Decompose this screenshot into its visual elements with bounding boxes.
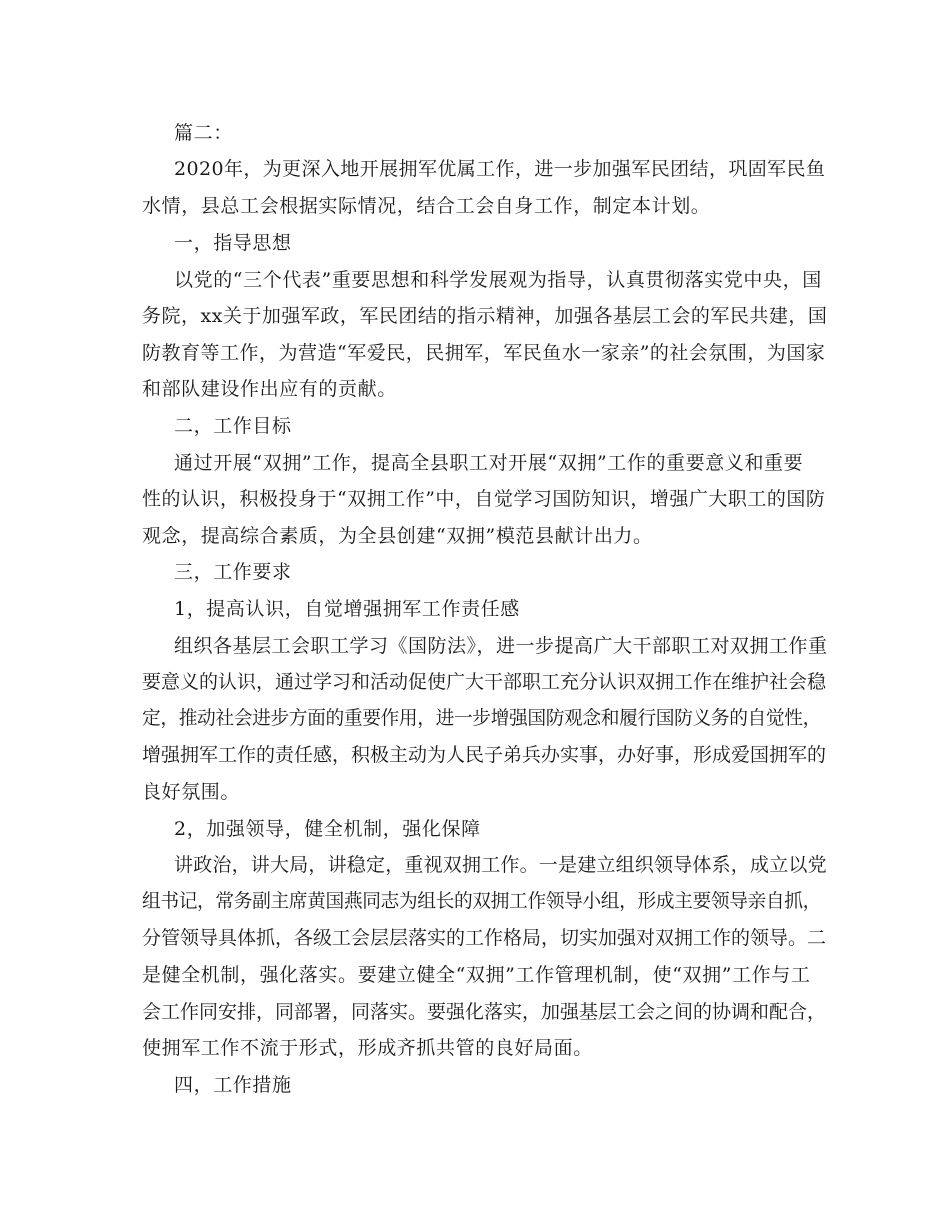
paragraph-line: 通过开展“双拥”工作，提高全县职工对开展“双拥”工作的重要意义和重要 — [174, 452, 804, 474]
paragraph-line: 会工作同安排，同部署，同落实。要强化落实，加强基层工会之间的协调和配合， — [142, 1001, 827, 1023]
section-heading-work-measures: 四，工作措施 — [174, 1074, 292, 1096]
paragraph-line: 使拥军工作不流于形式，形成齐抓共管的良好局面。 — [142, 1037, 593, 1059]
paragraph-line: 增强拥军工作的责任感，积极主动为人民子弟兵办实事，办好事，形成爱国拥军的 — [142, 744, 827, 766]
section-heading-guiding-thought: 一，指导思想 — [174, 232, 292, 254]
paragraph-line: 良好氛围。 — [142, 781, 241, 803]
paragraph-line: 2020年，为更深入地开展拥军优属工作，进一步加强军民团结，巩固军民鱼 — [174, 158, 826, 180]
paragraph-line: 性的认识，积极投身于“双拥工作”中，自觉学习国防知识，增强广大职工的国防 — [142, 488, 826, 510]
section-heading-part-two: 篇二： — [174, 122, 233, 144]
paragraph-line: 是健全机制，强化落实。要建立健全“双拥”工作管理机制，使“双拥”工作与工 — [142, 964, 811, 986]
paragraph-line: 水情，县总工会根据实际情况，结合工会自身工作，制定本计划。 — [142, 195, 711, 217]
section-heading-work-goals: 二，工作目标 — [174, 415, 292, 437]
section-heading-work-requirements: 三，工作要求 — [174, 561, 292, 583]
subsection-heading: 2，加强领导，健全机制，强化保障 — [174, 818, 481, 840]
paragraph-line: 组书记，常务副主席黄国燕同志为组长的双拥工作领导小组，形成主要领导亲自抓， — [142, 891, 821, 912]
paragraph-line: 组织各基层工会职工学习《国防法》，进一步提高广大干部职工对双拥工作重 — [174, 635, 828, 657]
paragraph-line: 讲政治，讲大局，讲稳定，重视双拥工作。一是建立组织领导体系，成立以党 — [174, 854, 827, 876]
paragraph-line: 观念，提高综合素质，为全县创建“双拥”模范县献计出力。 — [142, 525, 653, 547]
subsection-heading: 1，提高认识，自觉增强拥军工作责任感 — [174, 598, 520, 620]
paragraph-line: 务院，xx关于加强军政，军民团结的指示精神，加强各基层工会的军民共建，国 — [142, 305, 828, 327]
paragraph-line: 要意义的认识，通过学习和活动促使广大干部职工充分认识双拥工作在维护社会稳 — [142, 671, 827, 693]
paragraph-line: 分管领导具体抓，各级工会层层落实的工作格局，切实加强对双拥工作的领导。二 — [142, 927, 827, 949]
paragraph-line: 以党的“三个代表”重要思想和科学发展观为指导，认真贯彻落实党中央，国 — [174, 269, 822, 291]
paragraph-line: 定，推动社会进步方面的重要作用，进一步增强国防观念和履行国防义务的自觉性， — [142, 708, 821, 729]
paragraph-line: 和部队建设作出应有的贡献。 — [142, 378, 397, 400]
paragraph-line: 防教育等工作，为营造“军爱民，民拥军，军民鱼水一家亲”的社会氛围，为国家 — [142, 342, 826, 364]
